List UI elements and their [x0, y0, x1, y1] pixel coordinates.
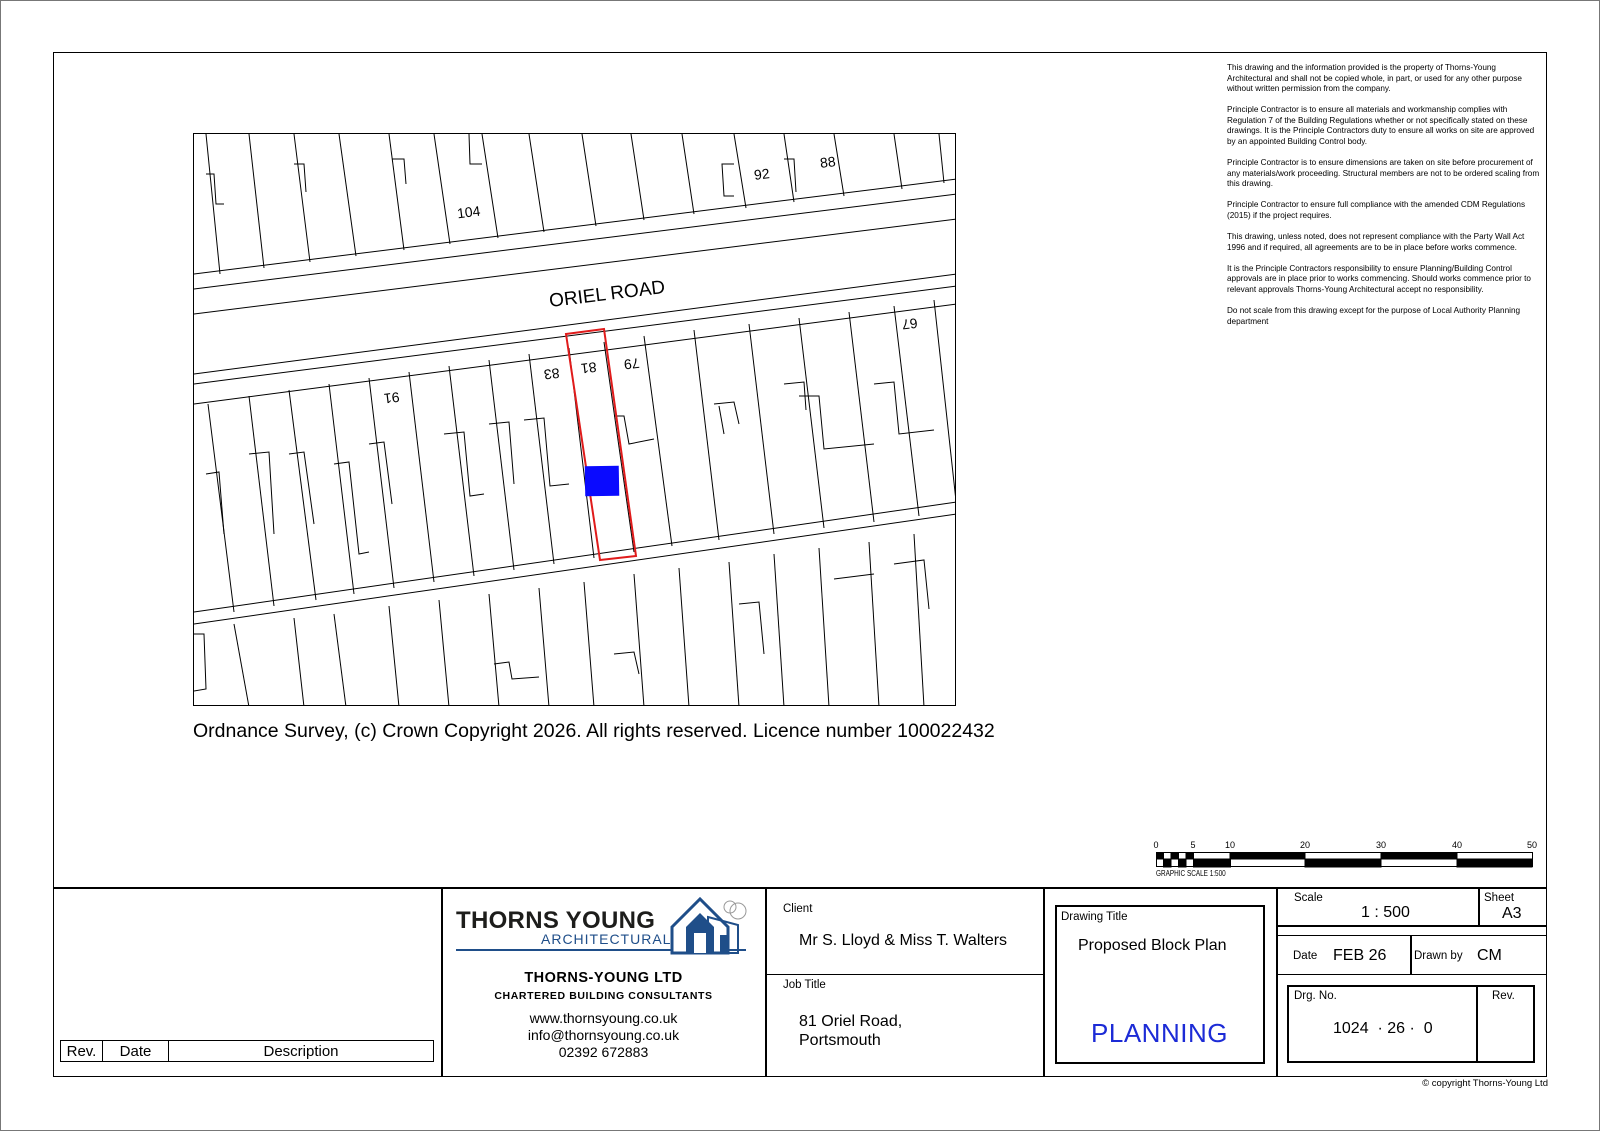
house-number-label: 79 — [623, 355, 641, 373]
company-email-link[interactable]: info@thornsyoung.co.uk — [527, 1027, 680, 1043]
divider — [1276, 925, 1547, 927]
proposed-extension — [585, 466, 620, 497]
map-drawing — [194, 134, 956, 706]
revision-table-header — [60, 1040, 434, 1062]
os-copyright-notice: Ordnance Survey, (c) Crown Copyright 2026. All rights reserved. Licence number 100022432 — [193, 720, 995, 742]
house-number-label: 91 — [383, 389, 401, 407]
company-phone: 02392 672883 — [558, 1044, 649, 1060]
scale-label: Scale — [1294, 892, 1323, 904]
divider — [1476, 985, 1478, 1063]
drawing-title-value: Proposed Block Plan — [1078, 937, 1227, 954]
revision-label: Rev. — [1492, 990, 1515, 1002]
company-website-link[interactable]: www.thornsyoung.co.uk — [529, 1010, 678, 1026]
divider — [1043, 887, 1045, 1077]
job-address-line1: 81 Oriel Road, — [799, 1013, 903, 1030]
note: Do not scale from this drawing except for the purpose of Local Authority Planning department — [1227, 306, 1521, 326]
drawing-number-label: Drg. No. — [1294, 990, 1337, 1002]
divider — [1410, 935, 1412, 975]
date-label: Date — [1293, 950, 1318, 962]
scale-tick-label: 10 — [1224, 840, 1236, 850]
sheet-value: A3 — [1502, 905, 1522, 922]
footer-copyright: © copyright Thorns-Young Ltd — [1422, 1078, 1548, 1089]
client-name: Mr S. Lloyd & Miss T. Walters — [799, 932, 1008, 949]
divider — [1276, 887, 1278, 1077]
house-number-label: 104 — [456, 202, 482, 222]
description-column-header: Description — [263, 1042, 339, 1060]
graphic-scale-bar — [1153, 840, 1538, 880]
house-logo-icon — [668, 897, 748, 955]
logo-sub-text: ARCHITECTURAL — [541, 931, 672, 947]
title-block-top-rule — [53, 887, 1547, 889]
drawn-by-value: CM — [1477, 947, 1502, 964]
scale-tick-label: 5 — [1190, 840, 1196, 850]
divider — [1478, 887, 1480, 926]
scale-tick-label: 40 — [1451, 840, 1463, 850]
company-tagline: CHARTERED BUILDING CONSULTANTS — [494, 990, 713, 1002]
note: Principle Contractor to ensure full compliance with the amended CDM Regulations (2015) if the project requires. — [1227, 200, 1526, 221]
job-title-label: Job Title — [783, 979, 826, 991]
drawing-title-label: Drawing Title — [1061, 911, 1128, 923]
drawing-number-value: 1024 · 26 · 0 — [1333, 1020, 1433, 1037]
company-logo — [456, 897, 756, 959]
scale-tick-label: 30 — [1375, 840, 1387, 850]
divider — [765, 974, 1043, 975]
scale-tick-label: 0 — [1153, 840, 1159, 850]
drawing-status-stamp: PLANNING — [1091, 1018, 1228, 1048]
date-column-header: Date — [103, 1041, 169, 1061]
house-number-label: 67 — [901, 315, 919, 333]
general-notes — [1227, 63, 1543, 338]
note: Principle Contractor is to ensure dimensions are taken on site before procurement of any materials/work proceeding. Structural members are not to be ordered scaling from this drawing. — [1227, 158, 1540, 189]
drawn-by-label: Drawn by — [1414, 950, 1463, 962]
divider — [765, 887, 767, 1077]
note: Principle Contractor is to ensure all materials and workmanship complies with Regulation 7 of the Building Regulations whether or not specifically stated on these drawings. It is the Principle Contractors duty to ensure all works on site are approved by an appointed Building Control body. — [1227, 105, 1535, 147]
rev-column-header: Rev. — [61, 1041, 103, 1061]
note: It is the Principle Contractors responsibility to ensure Planning/Building Control approvals are in place prior to works commencing. Should works commence prior to relevant approvals Thorns-Young Architectural accept no responsibility. — [1227, 263, 1531, 294]
scale-caption: GRAPHIC SCALE 1:500 — [1156, 869, 1226, 878]
sheet-label: Sheet — [1484, 892, 1515, 904]
house-number-label: 92 — [753, 165, 771, 183]
road-name-label: ORIEL ROAD — [548, 276, 667, 313]
logo-main-text: THORNS YOUNG — [456, 907, 656, 934]
date-value: FEB 26 — [1333, 947, 1387, 964]
company-name: THORNS-YOUNG LTD — [524, 970, 683, 986]
scale-bar-graphic — [1156, 852, 1536, 868]
job-address-line2: Portsmouth — [799, 1032, 881, 1049]
scale-tick-label: 50 — [1526, 840, 1538, 850]
house-number-label: 88 — [819, 153, 837, 171]
house-number-label: 81 — [580, 359, 598, 377]
note: This drawing, unless noted, does not represent compliance with the Party Wall Act 1996 and if required, all agreements are to be in place before works commence. — [1227, 232, 1525, 252]
house-number-label: 83 — [543, 365, 561, 383]
scale-value: 1 : 500 — [1361, 904, 1410, 921]
note: This drawing and the information provided is the property of Thorns-Young Architectural and shall not be copied whole, in part, or used for any other purpose without written permission from the company. — [1227, 63, 1522, 94]
client-label: Client — [783, 903, 813, 915]
scale-tick-label: 20 — [1299, 840, 1311, 850]
site-location-map[interactable] — [193, 133, 956, 706]
